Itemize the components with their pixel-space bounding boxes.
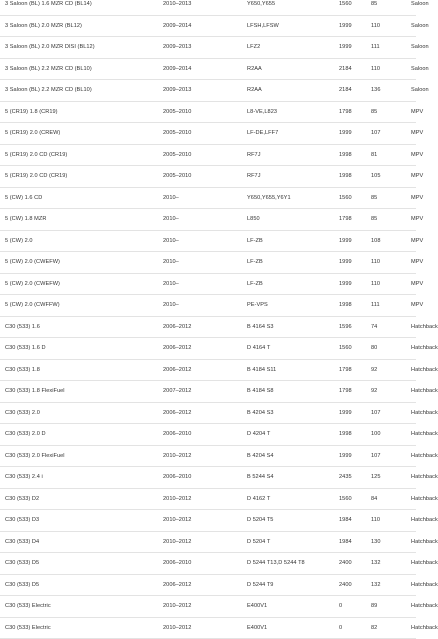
body-type-cell: Hatchback xyxy=(411,596,416,618)
displacement-cell: 1596 xyxy=(339,316,371,338)
table-row xyxy=(0,424,416,446)
table-row xyxy=(0,166,416,188)
years-cell: 2006–2010 xyxy=(163,467,247,489)
engine-code-cell: D 5204 T5 xyxy=(247,510,339,532)
power-cell: 100 xyxy=(371,424,411,446)
engine-code-cell: B 4204 S3 xyxy=(247,402,339,424)
engine-code-cell: LF-DE,LFF7 xyxy=(247,123,339,145)
displacement-cell: 1984 xyxy=(339,531,371,553)
displacement-cell: 1999 xyxy=(339,445,371,467)
engine-code-cell: B 4164 S3 xyxy=(247,316,339,338)
power-cell: 107 xyxy=(371,123,411,145)
years-cell: 2006–2010 xyxy=(163,553,247,575)
years-cell: 2009–2013 xyxy=(163,37,247,59)
power-cell: 105 xyxy=(371,166,411,188)
displacement-cell: 1798 xyxy=(339,209,371,231)
power-cell: 111 xyxy=(371,295,411,317)
model-cell: C30 (533) 1.8 xyxy=(0,359,163,381)
body-type-cell: MPV xyxy=(411,187,416,209)
table-row xyxy=(0,230,416,252)
table-row xyxy=(0,144,416,166)
model-cell: C30 (533) D5 xyxy=(0,553,163,575)
model-cell: 5 (CR19) 2.0 CD (CR19) xyxy=(0,166,163,188)
model-cell: C30 (533) 2.0 D xyxy=(0,424,163,446)
engine-code-cell: PE-VPS xyxy=(247,295,339,317)
power-cell: 85 xyxy=(371,209,411,231)
power-cell: 130 xyxy=(371,531,411,553)
displacement-cell: 1998 xyxy=(339,295,371,317)
years-cell: 2010– xyxy=(163,230,247,252)
model-cell: 3 Saloon (BL) 2.0 MZR DISI (BL12) xyxy=(0,37,163,59)
years-cell: 2006–2010 xyxy=(163,424,247,446)
engine-code-cell: LF-ZB xyxy=(247,273,339,295)
years-cell: 2010–2012 xyxy=(163,488,247,510)
body-type-cell: Hatchback xyxy=(411,445,416,467)
table-row xyxy=(0,0,416,15)
power-cell: 107 xyxy=(371,445,411,467)
years-cell: 2010–2012 xyxy=(163,596,247,618)
power-cell: 74 xyxy=(371,316,411,338)
model-cell: 5 (CR19) 2.0 CD (CR19) xyxy=(0,144,163,166)
body-type-cell: Hatchback xyxy=(411,553,416,575)
body-type-cell: Hatchback xyxy=(411,402,416,424)
model-cell: 5 (CW) 2.0 (CWEFW) xyxy=(0,252,163,274)
body-type-cell: MPV xyxy=(411,209,416,231)
displacement-cell: 2184 xyxy=(339,58,371,80)
engine-code-cell: D 5244 T9 xyxy=(247,574,339,596)
model-cell: C30 (533) 1.8 FlexiFuel xyxy=(0,381,163,403)
engine-code-cell: D 4162 T xyxy=(247,488,339,510)
table-row xyxy=(0,15,416,37)
power-cell: 110 xyxy=(371,15,411,37)
model-cell: 5 (CW) 2.0 xyxy=(0,230,163,252)
body-type-cell: Hatchback xyxy=(411,510,416,532)
table-row xyxy=(0,359,416,381)
engine-code-cell: RF7J xyxy=(247,166,339,188)
body-type-cell: MPV xyxy=(411,295,416,317)
power-cell: 132 xyxy=(371,553,411,575)
displacement-cell: 1999 xyxy=(339,37,371,59)
years-cell: 2006–2012 xyxy=(163,574,247,596)
body-type-cell: Hatchback xyxy=(411,338,416,360)
displacement-cell: 1984 xyxy=(339,510,371,532)
model-cell: 3 Saloon (BL) 2.2 MZR CD (BL10) xyxy=(0,80,163,102)
table-row xyxy=(0,58,416,80)
model-cell: 5 (CW) 2.0 (CWFFW) xyxy=(0,295,163,317)
engine-code-cell: L8-VE,L823 xyxy=(247,101,339,123)
body-type-cell: Hatchback xyxy=(411,488,416,510)
body-type-cell: MPV xyxy=(411,273,416,295)
years-cell: 2010– xyxy=(163,273,247,295)
table-row xyxy=(0,101,416,123)
table-row xyxy=(0,37,416,59)
table-row xyxy=(0,187,416,209)
body-type-cell: MPV xyxy=(411,230,416,252)
power-cell: 110 xyxy=(371,58,411,80)
power-cell: 136 xyxy=(371,80,411,102)
displacement-cell: 1560 xyxy=(339,338,371,360)
model-cell: 3 Saloon (BL) 2.0 MZR (BL12) xyxy=(0,15,163,37)
displacement-cell: 0 xyxy=(339,617,371,639)
body-type-cell: Saloon xyxy=(411,37,416,59)
years-cell: 2010–2012 xyxy=(163,617,247,639)
table-row xyxy=(0,531,416,553)
engine-code-cell: D 5244 T13,D 5244 T8 xyxy=(247,553,339,575)
engine-code-cell: LF-ZB xyxy=(247,230,339,252)
table-row xyxy=(0,402,416,424)
model-cell: C30 (533) D5 xyxy=(0,574,163,596)
displacement-cell: 1999 xyxy=(339,230,371,252)
engine-code-cell: R2AA xyxy=(247,80,339,102)
body-type-cell: Hatchback xyxy=(411,531,416,553)
power-cell: 84 xyxy=(371,488,411,510)
model-cell: C30 (533) Electric xyxy=(0,617,163,639)
years-cell: 2010– xyxy=(163,209,247,231)
years-cell: 2010–2013 xyxy=(163,0,247,15)
power-cell: 85 xyxy=(371,101,411,123)
years-cell: 2010– xyxy=(163,187,247,209)
years-cell: 2005–2010 xyxy=(163,166,247,188)
power-cell: 108 xyxy=(371,230,411,252)
power-cell: 80 xyxy=(371,338,411,360)
engine-code-cell: D 4204 T xyxy=(247,424,339,446)
model-cell: 5 (CW) 2.0 (CWEFW) xyxy=(0,273,163,295)
displacement-cell: 1999 xyxy=(339,273,371,295)
years-cell: 2009–2013 xyxy=(163,80,247,102)
displacement-cell: 1999 xyxy=(339,123,371,145)
displacement-cell: 0 xyxy=(339,596,371,618)
body-type-cell: Saloon xyxy=(411,58,416,80)
years-cell: 2006–2012 xyxy=(163,402,247,424)
table-row xyxy=(0,295,416,317)
table-row xyxy=(0,553,416,575)
table-row xyxy=(0,338,416,360)
model-cell: 5 (CR19) 1.8 (CR19) xyxy=(0,101,163,123)
engine-code-cell: D 5204 T xyxy=(247,531,339,553)
years-cell: 2009–2014 xyxy=(163,15,247,37)
displacement-cell: 1560 xyxy=(339,0,371,15)
body-type-cell: MPV xyxy=(411,101,416,123)
body-type-cell: MPV xyxy=(411,144,416,166)
engine-code-cell: E400V1 xyxy=(247,617,339,639)
years-cell: 2009–2014 xyxy=(163,58,247,80)
engine-code-cell: LF-ZB xyxy=(247,252,339,274)
body-type-cell: Hatchback xyxy=(411,574,416,596)
engine-code-cell: R2AA xyxy=(247,58,339,80)
model-cell: C30 (533) D3 xyxy=(0,510,163,532)
engine-code-cell: LFZ2 xyxy=(247,37,339,59)
displacement-cell: 1998 xyxy=(339,424,371,446)
years-cell: 2006–2012 xyxy=(163,359,247,381)
model-cell: C30 (533) D2 xyxy=(0,488,163,510)
displacement-cell: 1998 xyxy=(339,166,371,188)
displacement-cell: 1999 xyxy=(339,402,371,424)
body-type-cell: Hatchback xyxy=(411,467,416,489)
model-cell: C30 (533) 2.0 FlexiFuel xyxy=(0,445,163,467)
displacement-cell: 1560 xyxy=(339,488,371,510)
table-row xyxy=(0,252,416,274)
table-row xyxy=(0,510,416,532)
model-cell: 3 Saloon (BL) 2.2 MZR CD (BL10) xyxy=(0,58,163,80)
engine-code-cell: B 4204 S4 xyxy=(247,445,339,467)
power-cell: 132 xyxy=(371,574,411,596)
body-type-cell: Hatchback xyxy=(411,424,416,446)
body-type-cell: Saloon xyxy=(411,80,416,102)
displacement-cell: 1560 xyxy=(339,187,371,209)
body-type-cell: Hatchback xyxy=(411,316,416,338)
engine-code-cell: LFSH,LFSW xyxy=(247,15,339,37)
power-cell: 82 xyxy=(371,617,411,639)
body-type-cell: Hatchback xyxy=(411,381,416,403)
table-row xyxy=(0,488,416,510)
years-cell: 2010–2012 xyxy=(163,445,247,467)
power-cell: 107 xyxy=(371,402,411,424)
table-row xyxy=(0,574,416,596)
model-cell: 5 (CW) 1.8 MZR xyxy=(0,209,163,231)
displacement-cell: 1999 xyxy=(339,15,371,37)
power-cell: 110 xyxy=(371,252,411,274)
table-row xyxy=(0,617,416,639)
table-row xyxy=(0,445,416,467)
years-cell: 2010– xyxy=(163,252,247,274)
years-cell: 2005–2010 xyxy=(163,123,247,145)
model-cell: 3 Saloon (BL) 1.6 MZR CD (BL14) xyxy=(0,0,163,15)
body-type-cell: Saloon xyxy=(411,15,416,37)
engine-code-cell: B 4184 S8 xyxy=(247,381,339,403)
power-cell: 110 xyxy=(371,273,411,295)
displacement-cell: 1798 xyxy=(339,101,371,123)
years-cell: 2005–2010 xyxy=(163,101,247,123)
model-cell: C30 (533) 1.6 D xyxy=(0,338,163,360)
engine-code-cell: E400V1 xyxy=(247,596,339,618)
table-row xyxy=(0,381,416,403)
body-type-cell: MPV xyxy=(411,123,416,145)
displacement-cell: 2400 xyxy=(339,553,371,575)
power-cell: 89 xyxy=(371,596,411,618)
years-cell: 2006–2012 xyxy=(163,338,247,360)
years-cell: 2006–2012 xyxy=(163,316,247,338)
power-cell: 85 xyxy=(371,187,411,209)
power-cell: 125 xyxy=(371,467,411,489)
model-cell: C30 (533) 2.4 i xyxy=(0,467,163,489)
engine-code-cell: Y650,Y655,Y6Y1 xyxy=(247,187,339,209)
engine-code-cell: B 5244 S4 xyxy=(247,467,339,489)
engine-code-cell: D 4164 T xyxy=(247,338,339,360)
displacement-cell: 1998 xyxy=(339,144,371,166)
model-cell: C30 (533) D4 xyxy=(0,531,163,553)
model-cell: 5 (CR19) 2.0 (CREW) xyxy=(0,123,163,145)
model-cell: C30 (533) 1.6 xyxy=(0,316,163,338)
table-row xyxy=(0,123,416,145)
power-cell: 110 xyxy=(371,510,411,532)
model-cell: C30 (533) Electric xyxy=(0,596,163,618)
body-type-cell: MPV xyxy=(411,252,416,274)
displacement-cell: 1798 xyxy=(339,359,371,381)
model-cell: 5 (CW) 1.6 CD xyxy=(0,187,163,209)
model-cell: C30 (533) 2.0 xyxy=(0,402,163,424)
engine-code-cell: L850 xyxy=(247,209,339,231)
years-cell: 2010– xyxy=(163,295,247,317)
displacement-cell: 2184 xyxy=(339,80,371,102)
years-cell: 2010–2012 xyxy=(163,531,247,553)
table-row xyxy=(0,80,416,102)
table-row xyxy=(0,273,416,295)
table-row xyxy=(0,596,416,618)
table-row xyxy=(0,209,416,231)
engine-code-cell: B 4184 S11 xyxy=(247,359,339,381)
table-row xyxy=(0,467,416,489)
years-cell: 2007–2012 xyxy=(163,381,247,403)
power-cell: 81 xyxy=(371,144,411,166)
displacement-cell: 1999 xyxy=(339,252,371,274)
power-cell: 111 xyxy=(371,37,411,59)
power-cell: 85 xyxy=(371,0,411,15)
body-type-cell: Saloon xyxy=(411,0,416,15)
power-cell: 92 xyxy=(371,359,411,381)
years-cell: 2005–2010 xyxy=(163,144,247,166)
table-row xyxy=(0,316,416,338)
engine-code-cell: Y650,Y655 xyxy=(247,0,339,15)
body-type-cell: Hatchback xyxy=(411,617,416,639)
displacement-cell: 2400 xyxy=(339,574,371,596)
displacement-cell: 1798 xyxy=(339,381,371,403)
engine-code-cell: RF7J xyxy=(247,144,339,166)
power-cell: 92 xyxy=(371,381,411,403)
body-type-cell: Hatchback xyxy=(411,359,416,381)
body-type-cell: MPV xyxy=(411,166,416,188)
displacement-cell: 2435 xyxy=(339,467,371,489)
years-cell: 2010–2012 xyxy=(163,510,247,532)
